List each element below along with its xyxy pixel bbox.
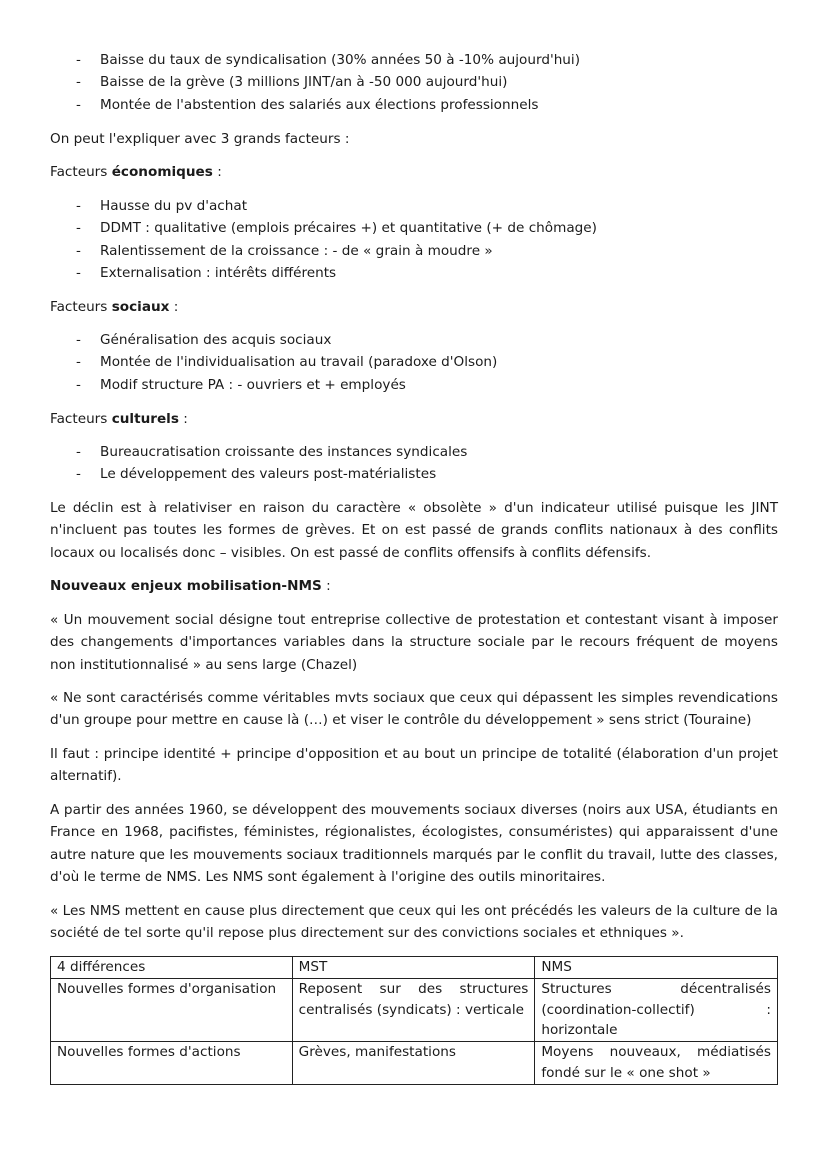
list-item: - Bureaucratisation croissante des instances syndicales	[50, 441, 778, 463]
heading-prefix: Facteurs	[50, 299, 112, 315]
table-cell: Nouvelles formes d'organisation	[51, 978, 293, 1041]
heading-prefix: Facteurs	[50, 411, 112, 427]
nms-heading	[50, 575, 778, 597]
soc-heading	[50, 296, 778, 318]
list-item: - Montée de l'abstention des salariés aux élections professionnels	[50, 94, 778, 116]
table-header-row	[51, 957, 778, 979]
table-header-cell: NMS	[535, 957, 778, 979]
cult-heading	[50, 408, 778, 430]
heading-suffix: :	[169, 299, 179, 315]
list-item: - Généralisation des acquis sociaux	[50, 329, 778, 351]
intro-bullet-list	[50, 49, 778, 116]
list-item: - Montée de l'individualisation au travail (paradoxe d'Olson)	[50, 351, 778, 373]
list-item: - DDMT : qualitative (emplois précaires +) et quantitative (+ de chômage)	[50, 217, 778, 239]
list-item: - Externalisation : intérêts différents	[50, 262, 778, 284]
table-cell: Structures décentralisés (coordination-collectif) : horizontale	[535, 978, 778, 1041]
cult-bullet-list	[50, 441, 778, 486]
heading-bold: économiques	[111, 164, 213, 180]
annees60-paragraph: A partir des années 1960, se développent des mouvements sociaux diverses (noirs aux USA, étudiants en France en 1968, pacifistes, féministes, régionalistes, écologistes, consuméristes) qui apparaissent d'une autre nature que les mouvements sociaux traditionnels marqués par le conflit du travail, lutte des classes, d'où le terme de NMS. Les NMS sont également à l'origine des outils minoritaires.	[50, 802, 778, 885]
heading-suffix: :	[212, 164, 222, 180]
table-row	[51, 1042, 778, 1085]
soc-bullet-list	[50, 329, 778, 396]
differences-table	[50, 956, 778, 1085]
heading-suffix: :	[178, 411, 188, 427]
table-header-cell: 4 différences	[51, 957, 293, 979]
table-cell: Reposent sur des structures centralisés (syndicats) : verticale	[292, 978, 535, 1041]
table-cell: Moyens nouveaux, médiatisés fondé sur le « one shot »	[535, 1042, 778, 1085]
nms-quote: « Les NMS mettent en cause plus directement que ceux qui les ont précédés les valeurs de la culture de la société de tel sorte qu'il repose plus directement sur des convictions sociales et ethniques ».	[50, 903, 778, 942]
principe-paragraph: Il faut : principe identité + principe d'opposition et au bout un principe de totalité (élaboration d'un projet alternatif).	[50, 746, 778, 785]
chazel-quote: « Un mouvement social désigne tout entreprise collective de protestation et contestant visant à imposer des changements d'importances variables dans la structure sociale par le recours fréquent de moyens non institutionnalisé » au sens large (Chazel)	[50, 612, 778, 673]
table-cell: Nouvelles formes d'actions	[51, 1042, 293, 1085]
list-item: - Modif structure PA : - ouvriers et + employés	[50, 374, 778, 396]
eco-heading	[50, 161, 778, 183]
table-header-cell: MST	[292, 957, 535, 979]
list-item: - Hausse du pv d'achat	[50, 195, 778, 217]
eco-bullet-list	[50, 195, 778, 284]
table-row	[51, 978, 778, 1041]
table-cell: Grèves, manifestations	[292, 1042, 535, 1085]
section-heading: Nouveaux enjeux mobilisation-NMS	[50, 578, 322, 594]
touraine-quote: « Ne sont caractérisés comme véritables mvts sociaux que ceux qui dépassent les simples revendications d'un groupe pour mettre en cause là (…) et viser le contrôle du développement » sens strict (Touraine)	[50, 690, 778, 729]
declin-paragraph: Le déclin est à relativiser en raison du caractère « obsolète » d'un indicateur utilisé puisque les JINT n'incluent pas toutes les formes de grèves. Et on est passé de grands conflits nationaux à des conflits locaux ou localisés donc – visibles. On est passé de conflits offensifs à conflits défensifs.	[50, 500, 778, 561]
factors-intro: On peut l'expliquer avec 3 grands facteurs :	[50, 131, 350, 147]
list-item: - Baisse de la grève (3 millions JINT/an à -50 000 aujourd'hui)	[50, 71, 778, 93]
heading-bold: culturels	[111, 411, 179, 427]
list-item: - Ralentissement de la croissance : - de « grain à moudre »	[50, 240, 778, 262]
list-item: - Le développement des valeurs post-matérialistes	[50, 463, 778, 485]
heading-suffix: :	[321, 578, 331, 594]
list-item: - Baisse du taux de syndicalisation (30% années 50 à -10% aujourd'hui)	[50, 49, 778, 71]
heading-prefix: Facteurs	[50, 164, 112, 180]
heading-bold: sociaux	[111, 299, 170, 315]
